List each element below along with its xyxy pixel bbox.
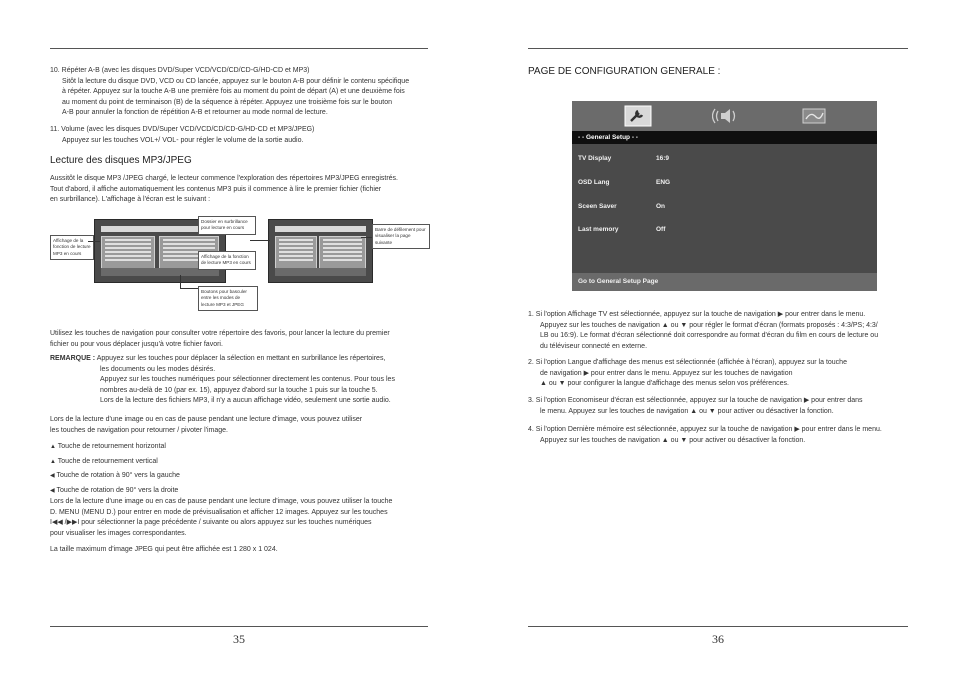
menu-row-label: Last memory [578, 226, 619, 233]
item-2 [528, 358, 908, 390]
text-line: les touches de navigation pour retourner / pivoter l'image. [50, 426, 228, 434]
text-line: LB ou 16:9). Le format d'écran sélectionné doit correspondre au format d'écran du film en cours de lecture ou [540, 332, 879, 340]
left-page [50, 0, 428, 674]
item-4 [528, 425, 908, 446]
list-item: ◀ Touche de rotation de 90° vers la droite [50, 486, 179, 494]
speaker-tab-icon[interactable] [712, 105, 740, 127]
callout-line [180, 275, 181, 288]
text-line: Appuyez sur les touches VOL+/ VOL- pour régler le volume de la sortie audio. [62, 136, 304, 144]
item-10 [50, 66, 428, 119]
text-line: fichier ou pour vous déplacer jusqu'à votre fichier favori. [50, 340, 223, 348]
right-page [528, 0, 908, 674]
triangle-up-icon: ▲ [50, 458, 56, 465]
text-line: 1. Si l'option Affichage TV est sélectionnée, appuyez sur la touche de navigation ▶ pour entrer dans le menu. [528, 311, 866, 318]
menu-row-tv-display[interactable] [572, 152, 877, 166]
text-line: pour visualiser les images correspondantes. [50, 529, 187, 537]
text-line: Appuyez sur les touches de navigation ▲ ou ▼ pour activer ou désactiver la fonction. [540, 436, 806, 444]
menu-row-label: Sceen Saver [578, 203, 617, 210]
text-line: nombres au-delà de 10 (par ex. 15), appuyez d'abord sur la touche 1 puis sur la touche 5. [100, 386, 378, 394]
text-line: Lors de la lecture des fichiers MP3, il n'y a aucun affichage vidéo, seulement une sortie audio. [100, 397, 391, 405]
callout-toggle-buttons: Boutons pour basculer entre les modes de lecture MP3 et JPEG [198, 286, 258, 311]
text-line: du téléviseur connecté en externe. [540, 342, 648, 350]
item-3 [528, 396, 908, 417]
navigation-paragraph [50, 329, 428, 350]
text-line: Lors de la lecture d'une image ou en cas de pause pendant une lecture d'image, vous pouvez utiliser la touche [50, 498, 393, 505]
remarque-label: REMARQUE : [50, 355, 96, 362]
section-heading: PAGE DE CONFIGURATION GENERALE : [528, 66, 721, 77]
page-number: 35 [233, 632, 245, 646]
menu-row-screen-saver[interactable] [572, 200, 877, 214]
text-line: au moment du point de terminaison (B) de la séquence à répéter. Appuyez une troisième fois sur le bouton [62, 98, 392, 106]
wrench-tab-icon[interactable] [624, 105, 652, 127]
text-line: Lors de la lecture d'une image ou en cas de pause pendant une lecture d'image, vous pouvez utiliser [50, 416, 363, 423]
list-item: ▲ Touche de retournement vertical [50, 457, 158, 465]
callout-highlighted-folder: Dossier en surbrillance pour lecture en cours [198, 216, 256, 235]
text-line: 3. Si l'option Economiseur d'écran est sélectionnée, appuyez sur la touche de navigation ▶ pour entrer dans [528, 397, 863, 404]
list-item: ▲ Touche de retournement horizontal [50, 443, 166, 450]
menu-row-value: Off [656, 226, 666, 233]
callout-playback-display: Affichage de la fonction de lecture MP3 en cours [50, 235, 94, 260]
text-line: Appuyez sur les touches pour déplacer la sélection en mettant en surbrillance les répertoires, [96, 355, 386, 362]
text-line: Utilisez les touches de navigation pour consulter votre répertoire des favoris, pour lancer la lecture du premier [50, 330, 390, 337]
text-line: à répéter. Appuyez sur la touche A-B une première fois au moment du point de départ (A) et une deuxième fois [62, 88, 405, 96]
text-line: Appuyez sur les touches de navigation ▲ ou ▼ pour régler le format d'écran (formats proposés : 4:3/PS; 4:3/ [540, 321, 878, 329]
menu-tab-bar [572, 101, 877, 131]
text-line: D. MENU (MENU D.) pour entrer en mode de prévisualisation et afficher 12 images. Appuyez sur les touches [50, 508, 388, 516]
text-line: 4. Si l'option Dernière mémoire est sélectionnée, appuyez sur la touche de navigation ▶ pour entrer dans le menu. [528, 426, 882, 433]
menu-footer[interactable]: Go to General Setup Page [572, 273, 877, 291]
text-line: ▲ ou ▼ pour configurer la langue d'affichage des menus selon vos préférences. [540, 380, 789, 388]
item-10-title: 10. Répéter A-B (avec les disques DVD/Super VCD/VCD/CD/CD-G/HD-CD et MP3) [50, 67, 310, 74]
image-rotation-paragraph [50, 415, 428, 436]
text-line: Aussitôt le disque MP3 /JPEG chargé, le lecteur commence l'exploration des répertoires MP3/JPEG enregistrés. [50, 175, 398, 182]
intro-paragraph [50, 174, 428, 206]
menu-row-value: On [656, 203, 666, 210]
bottom-rule [528, 626, 908, 627]
top-rule [528, 48, 908, 49]
section-heading: Lecture des disques MP3/JPEG [50, 155, 192, 166]
mp3-screenshot-right [268, 219, 373, 283]
list-item: ◀ Touche de rotation à 90° vers la gauche [50, 472, 180, 480]
callout-function-display: Affichage de la fonction de lecture MP3 en cours [198, 251, 256, 270]
item-11 [50, 125, 428, 146]
menu-header: - - General Setup - - [572, 131, 877, 144]
text-line: le menu. Appuyez sur les touches de navigation ▲ ou ▼ pour activer ou désactiver la fonction. [540, 407, 834, 415]
menu-row-value: 16:9 [656, 155, 670, 162]
menu-row-osd-lang[interactable] [572, 176, 877, 190]
text-line: A-B pour annuler la fonction de répétition A-B et retourner au mode normal de lecture. [62, 109, 328, 117]
callout-line [361, 237, 372, 238]
callout-scroll-bar: Barre de défilement pour visualiser la page suivante [372, 224, 430, 249]
general-setup-menu [572, 101, 877, 291]
menu-row-label: OSD Lang [578, 179, 610, 186]
text-line: en surbrillance). L'affichage à l'écran est le suivant : [50, 196, 211, 204]
menu-row-label: TV Display [578, 155, 612, 162]
triangle-left-icon: ◀ [50, 487, 55, 494]
text-line: Tout d'abord, il affiche automatiquement les contenus MP3 puis il commence à lire le premier fichier (fichier [50, 185, 382, 193]
text-line: les documents ou les modes désirés. [100, 365, 216, 373]
callout-line [88, 241, 100, 242]
text-line: de navigation ▶ pour entrer dans le menu. Appuyez sur les touches de navigation [540, 369, 793, 377]
text-line: 2. Si l'option Langue d'affichage des menus est sélectionnée (affichée à l'écran), appuyez sur la touche [528, 359, 847, 366]
page-number: 36 [712, 632, 724, 646]
key-list [50, 440, 428, 498]
item-1 [528, 310, 908, 352]
text-line: Sitôt la lecture du disque DVD, VCD ou CD lancée, appuyez sur le bouton A-B pour définir le contenu spécifique [62, 77, 410, 85]
menu-row-last-memory[interactable] [572, 223, 877, 237]
menu-row-value: ENG [656, 179, 671, 186]
triangle-left-icon: ◀ [50, 473, 55, 480]
top-rule [50, 48, 428, 49]
bottom-rule [50, 626, 428, 627]
callout-line [250, 240, 270, 241]
preferences-tab-icon[interactable] [800, 105, 828, 127]
text-line: Appuyez sur les touches numériques pour sélectionner directement les contenus. Pour tous les [100, 376, 395, 384]
item-11-title: 11. Volume (avec les disques DVD/Super VCD/VCD/CD/CD-G/HD-CD et MP3/JPEG) [50, 126, 315, 133]
text-line: I◀◀ /▶▶I pour sélectionner la page précédente / suivante ou alors appuyez sur les touches numériques [50, 519, 372, 527]
triangle-up-icon: ▲ [50, 444, 56, 450]
remarque-block [50, 354, 428, 407]
max-size-note: La taille maximum d'image JPEG qui peut être affichée est 1 280 x 1 024. [50, 546, 278, 553]
callout-line [180, 288, 198, 289]
preview-paragraph [50, 497, 428, 539]
